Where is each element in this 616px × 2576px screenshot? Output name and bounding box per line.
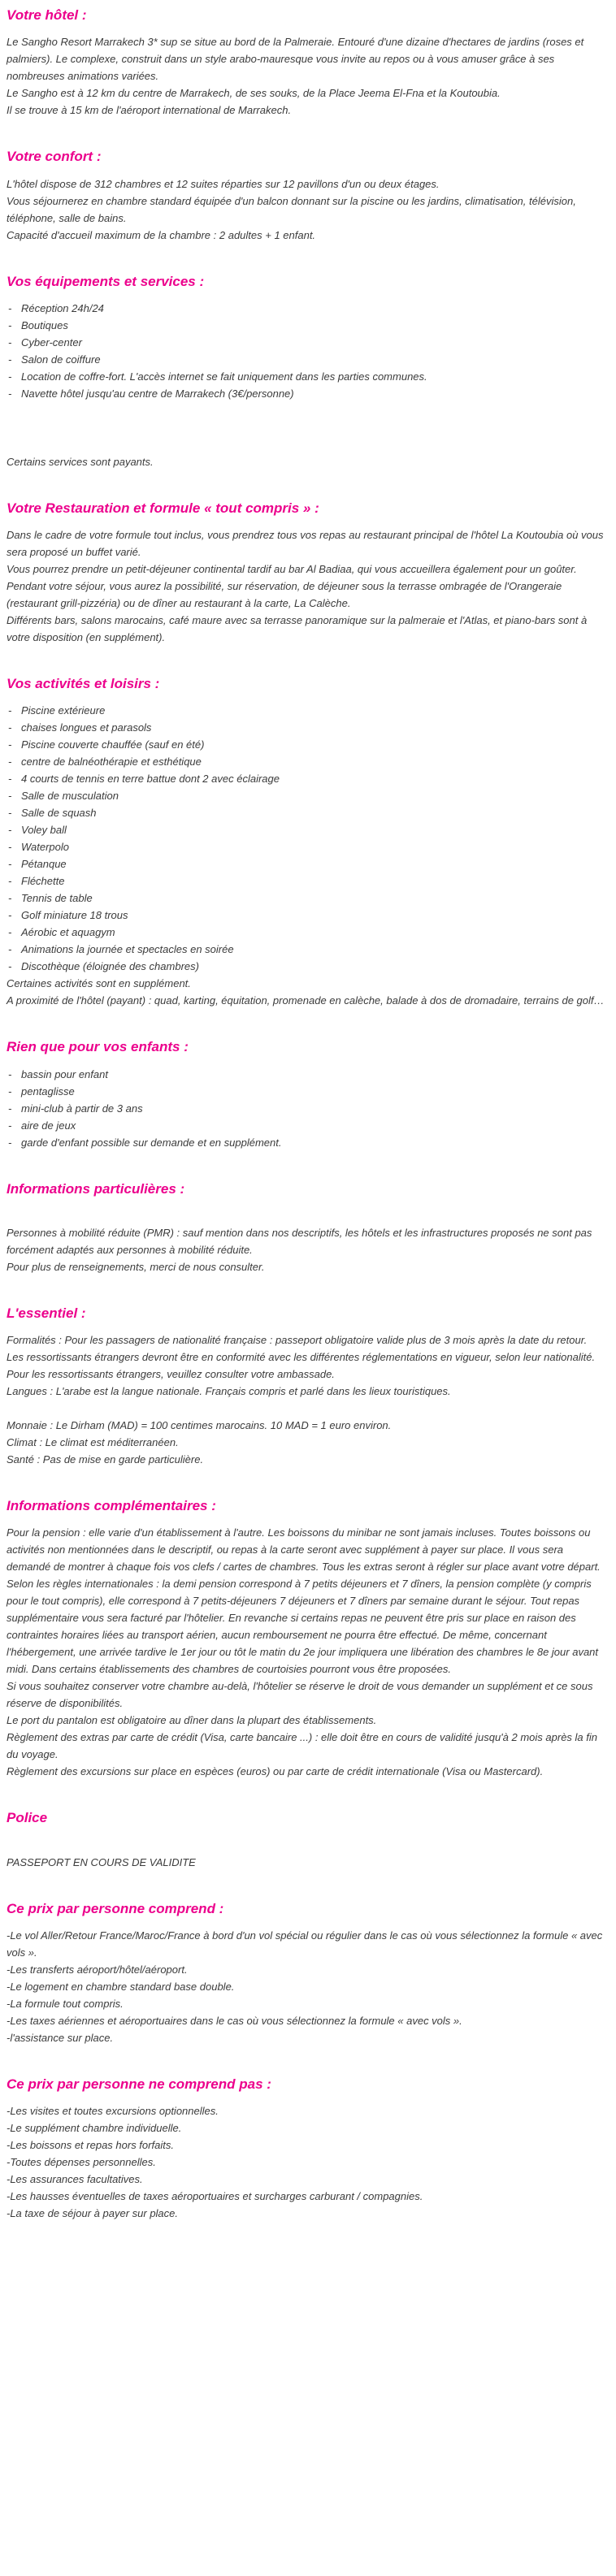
section-heading-police: Police xyxy=(7,1810,48,1826)
section-heading-essentiel: L'essentiel : xyxy=(7,1305,86,1321)
dash-bullet-list xyxy=(7,1066,608,1151)
section-heading-votre-hotel: Votre hôtel : xyxy=(7,7,87,23)
paragraph: -Les boissons et repas hors forfaits. xyxy=(7,2139,174,2151)
paragraph: Climat : Le climat est méditerranéen. xyxy=(7,1436,179,1448)
list-item: - aire de jeux xyxy=(7,1117,608,1134)
paragraph: Pour plus de renseignements, merci de nous consulter. xyxy=(7,1260,265,1273)
paragraph: -Le vol Aller/Retour France/Maroc/France à bord d'un vol spécial ou régulier dans le cas où vous sélectionnez la formule « avec vols ». xyxy=(7,1929,603,1959)
paragraph: Le port du pantalon est obligatoire au dîner dans la plupart des établissements. xyxy=(7,1714,377,1727)
document-body xyxy=(7,6,608,2222)
list-item: - Animations la journée et spectacles en soirée xyxy=(7,941,608,958)
list-item: - Voley ball xyxy=(7,821,608,838)
paragraph: Règlement des excursions sur place en espèces (euros) ou par carte de crédit internationale (Visa ou Mastercard). xyxy=(7,1765,544,1778)
paragraph: Si vous souhaitez conserver votre chambre au-delà, l'hôtelier se réserve le droit de vous demander un supplément et ce sous réserve de disponibilités. xyxy=(7,1680,593,1710)
section-informations-complementaires xyxy=(7,1497,608,1780)
list-item: - Fléchette xyxy=(7,872,608,890)
paragraph: PASSEPORT EN COURS DE VALIDITE xyxy=(7,1855,196,1868)
paragraph: L'hôtel dispose de 312 chambres et 12 suites réparties sur 12 pavillons d'un ou deux étages. xyxy=(7,177,440,190)
list-item: - Aérobic et aquagym xyxy=(7,924,608,941)
paragraph: -Les hausses éventuelles de taxes aéroportuaires et surcharges carburant / compagnies. xyxy=(7,2190,423,2202)
dash-bullet-list xyxy=(7,702,608,975)
blank-space xyxy=(7,1207,608,1224)
list-item: - mini-club à partir de 3 ans xyxy=(7,1100,608,1117)
paragraph: Langues : L'arabe est la langue nationale. Français compris et parlé dans les lieux touristiques. xyxy=(7,1385,451,1397)
paragraph: Vous séjournerez en chambre standard équipée d'un balcon donnant sur la piscine ou les jardins, climatisation, télévision, téléphone, salle de bains. xyxy=(7,194,576,224)
list-item: - Salle de musculation xyxy=(7,787,608,804)
paragraph: -La formule tout compris. xyxy=(7,1997,124,2010)
section-activites-loisirs xyxy=(7,675,608,1009)
list-item: - Réception 24h/24 xyxy=(7,300,608,317)
paragraph: Le Sangho Resort Marrakech 3* sup se situe au bord de la Palmeraie. Entouré d'une dizaine d'hectares de jardins (roses et palmiers). Le complexe, construit dans un style arabo-mauresque vous invite au repos ou à vous amuser grâce à ses nombreuses animations variées. xyxy=(7,36,584,83)
list-item: - Waterpolo xyxy=(7,838,608,855)
paragraph: -Le logement en chambre standard base double. xyxy=(7,1980,235,1993)
paragraph: Vous pourrez prendre un petit-déjeuner continental tardif au bar Al Badiaa, qui vous accueillera également pour un goûter. xyxy=(7,563,577,575)
section-heading-activites-loisirs: Vos activités et loisirs : xyxy=(7,676,160,691)
list-item: - Navette hôtel jusqu'au centre de Marrakech (3€/personne) xyxy=(7,385,608,402)
paragraph: Règlement des extras par carte de crédit (Visa, carte bancaire ...) : elle doit être en cours de validité jusqu'à 2 mois après la fin du voyage. xyxy=(7,1731,597,1761)
section-heading-prix-comprend: Ce prix par personne comprend : xyxy=(7,1900,224,1916)
list-item: - 4 courts de tennis en terre battue dont 2 avec éclairage xyxy=(7,770,608,787)
list-item: - garde d'enfant possible sur demande et en supplément. xyxy=(7,1134,608,1151)
paragraph: Pendant votre séjour, vous aurez la possibilité, sur réservation, de déjeuner sous la terrasse ombragée de l'Orangeraie (restaurant grill-pizzéria) ou de dîner au restaurant à la carte, La Calèche. xyxy=(7,580,562,609)
section-heading-informations-particulieres: Informations particulières : xyxy=(7,1180,185,1197)
paragraph: -Les assurances facultatives. xyxy=(7,2173,143,2185)
paragraph: -Les transferts aéroport/hôtel/aéroport. xyxy=(7,1963,188,1976)
section-enfants xyxy=(7,1038,608,1150)
paragraph: -Le supplément chambre individuelle. xyxy=(7,2122,182,2134)
list-item: - Salle de squash xyxy=(7,804,608,821)
section-prix-comprend xyxy=(7,1900,608,2046)
list-item: - Location de coffre-fort. L'accès internet se fait uniquement dans les parties communes. xyxy=(7,368,608,385)
paragraph: Certains services sont payants. xyxy=(7,455,154,468)
list-item: - Boutiques xyxy=(7,317,608,334)
list-item: - pentaglisse xyxy=(7,1083,608,1100)
blank-space xyxy=(7,1837,608,1854)
paragraph: -Toutes dépenses personnelles. xyxy=(7,2156,156,2168)
section-votre-confort xyxy=(7,148,608,243)
dash-bullet-list xyxy=(7,300,608,402)
paragraph: Pour les ressortissants étrangers, veuillez consulter votre ambassade. xyxy=(7,1368,335,1380)
section-essentiel xyxy=(7,1305,608,1468)
list-item: - Piscine couverte chauffée (sauf en été) xyxy=(7,736,608,753)
paragraph: Personnes à mobilité réduite (PMR) : sauf mention dans nos descriptifs, les hôtels et les infrastructures proposés ne sont pas forcément adaptés aux personnes à mobilité réduite. xyxy=(7,1226,592,1256)
list-item: - Pétanque xyxy=(7,855,608,872)
list-item: - Discothèque (éloignée des chambres) xyxy=(7,958,608,975)
paragraph: -Les taxes aériennes et aéroportuaires dans le cas où vous sélectionnez la formule « avec vols ». xyxy=(7,2014,462,2027)
list-item: - Golf miniature 18 trous xyxy=(7,907,608,924)
section-heading-votre-confort: Votre confort : xyxy=(7,149,102,165)
section-heading-enfants: Rien que pour vos enfants : xyxy=(7,1039,189,1055)
section-prix-ne-comprend-pas xyxy=(7,2076,608,2222)
paragraph: Il se trouve à 15 km de l'aéroport international de Marrakech. xyxy=(7,104,292,117)
paragraph: Le Sangho est à 12 km du centre de Marrakech, de ses souks, de la Place Jeema El-Fna et la Koutoubia. xyxy=(7,87,501,100)
paragraph: Certaines activités sont en supplément. xyxy=(7,977,191,990)
section-votre-hotel xyxy=(7,6,608,119)
section-police xyxy=(7,1809,608,1870)
paragraph: Selon les règles internationales : la demi pension correspond à 7 petits déjeuners et 7 dîners, la pension complète (y compris pour le tout compris), elle correspond à 7 petits-déjeuners 7 déjeuners et 7 dîners par semaine durant le séjour. Tout repas supplémentaire vous sera facturé par l'hôtelier. En revanche si certains repas ne peuvent être pris sur place en raison des contraintes horaires liées au transport aérien, aucun remboursement ne pourra être effectué. De même, concernant l'hébergement, une arrivée tardive le 1er jour ou tôt le matin du 2e jour impliquera une libération des chambres le 8e jour avant midi. Dans certains établissements des chambres de courtoisies pourront vous être proposées. xyxy=(7,1578,599,1676)
paragraph: Capacité d'accueil maximum de la chambre : 2 adultes + 1 enfant. xyxy=(7,228,316,241)
paragraph: A proximité de l'hôtel (payant) : quad, karting, équitation, promenade en calèche, balade à dos de dromadaire, terrains de golf… xyxy=(7,994,605,1007)
paragraph: Les ressortissants étrangers devront être en conformité avec les différentes réglementations en vigueur, selon leur nationalité. xyxy=(7,1351,596,1363)
list-item: - Cyber-center xyxy=(7,334,608,351)
paragraph: -l'assistance sur place. xyxy=(7,2031,114,2044)
list-item: - bassin pour enfant xyxy=(7,1066,608,1083)
section-heading-prix-ne-comprend-pas: Ce prix par personne ne comprend pas : xyxy=(7,2076,271,2092)
blank-space xyxy=(7,402,608,453)
blank-space xyxy=(7,1400,608,1417)
list-item: - chaises longues et parasols xyxy=(7,719,608,736)
paragraph: Pour la pension : elle varie d'un établissement à l'autre. Les boissons du minibar ne sont jamais incluses. Toutes boissons ou activités non mentionnées dans le descriptif, ou repas à la carte seront avec supplément à payer sur place. Il vous sera demandé de montrer à chaque fois vos clefs / cartes de chambres. Tous les extras seront à régler sur place avant votre départ. xyxy=(7,1526,601,1574)
section-equipements-services xyxy=(7,273,608,470)
list-item: - Salon de coiffure xyxy=(7,351,608,368)
paragraph: Formalités : Pour les passagers de nationalité française : passeport obligatoire valide plus de 3 mois après la date du retour. xyxy=(7,1334,588,1346)
paragraph: Santé : Pas de mise en garde particulière. xyxy=(7,1453,204,1466)
section-restauration-tout-compris xyxy=(7,500,608,646)
section-heading-restauration-tout-compris: Votre Restauration et formule « tout compris » : xyxy=(7,500,319,516)
paragraph: -La taxe de séjour à payer sur place. xyxy=(7,2207,179,2219)
paragraph: Monnaie : Le Dirham (MAD) = 100 centimes marocains. 10 MAD = 1 euro environ. xyxy=(7,1419,392,1431)
list-item: - Piscine extérieure xyxy=(7,702,608,719)
paragraph: Différents bars, salons marocains, café maure avec sa terrasse panoramique sur la palmeraie et l'Atlas, et piano-bars sont à votre disposition (en supplément). xyxy=(7,614,588,643)
section-heading-equipements-services: Vos équipements et services : xyxy=(7,273,205,289)
section-informations-particulieres xyxy=(7,1180,608,1275)
paragraph: Dans le cadre de votre formule tout inclus, vous prendrez tous vos repas au restaurant principal de l'hôtel La Koutoubia où vous sera proposé un buffet varié. xyxy=(7,529,604,558)
section-heading-informations-complementaires: Informations complémentaires : xyxy=(7,1498,216,1513)
list-item: - centre de balnéothérapie et esthétique xyxy=(7,753,608,770)
paragraph: -Les visites et toutes excursions optionnelles. xyxy=(7,2105,219,2117)
list-item: - Tennis de table xyxy=(7,890,608,907)
